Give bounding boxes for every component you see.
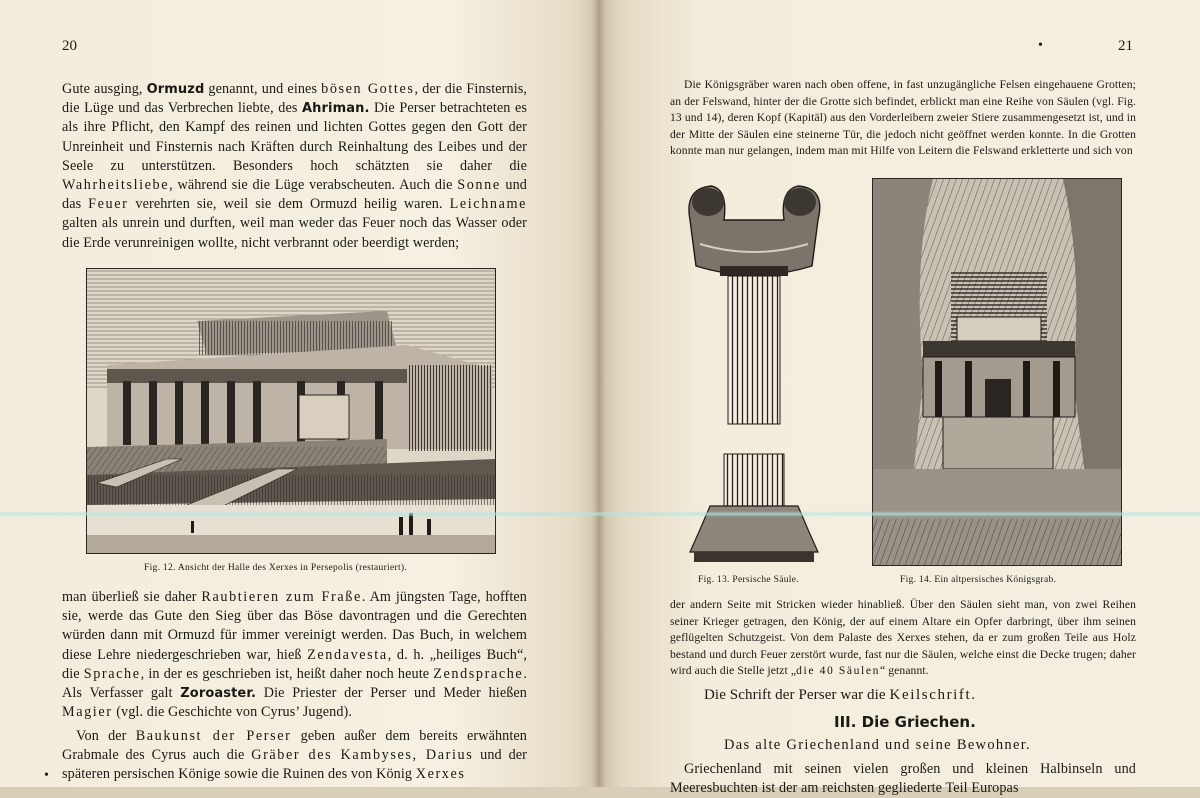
royal-tomb-engraving (873, 179, 1121, 565)
fig14-illustration (872, 178, 1122, 566)
book-gutter (592, 0, 606, 787)
fig14-caption: Fig. 14. Ein altpersisches Königsgrab. (900, 575, 1057, 585)
section-heading: Das alte Griechenland und seine Bewohner. (724, 737, 1031, 753)
scan-artifact-line (0, 511, 1200, 517)
left-page (0, 0, 598, 787)
chapter-heading: III. Die Griechen. (834, 713, 976, 731)
fig13-caption: Fig. 13. Persische Säule. (698, 575, 799, 585)
margin-mark-top: • (1038, 38, 1043, 53)
page-number-left: 20 (62, 38, 77, 54)
margin-mark: • (44, 768, 49, 783)
left-paragraph-1: Gute ausging, Ormuzd genannt, und eines bösen Gottes, der die Finsternis, die Lüge und das Verbrechen liebte, des Ahriman. Die Perser betrachteten es als ihre Pflicht, den Kampf des reinen und lichten Gottes gegen den Gott der Unreinheit und Finsternis nach Kräften durch Reinhaltung des Leibes und der Seele zu unterstützen. Besonders hoch schätzten sie daher die Wahrheitsliebe, während sie die Lüge verabscheuten. Auch die Sonne und das Feuer verehrten sie, weil sie dem Ormuzd heilig waren. Leichname galten als unrein und durften, weil man weder das Feuer noch das Wasser oder die Erde verunreinigen wollte, nicht verbrannt oder beerdigt werden; (62, 81, 528, 251)
right-page (598, 0, 1200, 797)
left-paragraph-3: Von der Baukunst der Perser geben außer dem bereits erwähnten Grabmale des Cyrus auch die Gräber des Kambyses, Darius und der späteren persischen Könige sowie die Ruinen des von König Xerxes (62, 728, 527, 783)
right-paragraph-1: Die Königsgräber waren nach oben offene, in fast unzugängliche Felsen eingehauene Grotten; an der Felswand, hinter der die Grotte sich befindet, erblickt man eine Reihe von Säulen (vgl. Fig. 13 und 14), deren Kopf (Kapitäl) aus den Vorderleibern zweier Stiere zusammengesetzt ist, und in der Mitte der Säulen eine steinerne Tür, die jedoch nicht geöffnet werden konnte. In die Grotten konnte man nur gelangen, indem man mit Hilfe von Leitern die Felswand erkletterte und sich von (670, 78, 1136, 158)
right-paragraph-4: Griechenland mit seinen vielen großen und kleinen Halbinseln und Meeresbuchten ist der am reichsten gegliederte Teil Europas (670, 761, 1136, 797)
left-paragraph-2: man überließ sie daher Raubtieren zum Fraße. Am jüngsten Tage, hofften sie, werde das Gute den Sieg über das Böse davontragen und die Gerechten würden dann mit Ormuzd für immer vereinigt werden. Das Buch, in welchem diese Lehre niedergeschrieben war, hieß Zendavesta, d. h. „heiliges Buch“, die Sprache, in der es geschrieben ist, heißt daher noch heute Zendsprache. Als Verfasser galt Zoroaster. Die Priester der Perser und Meder hießen Magier (vgl. die Geschichte von Cyrus’ Jugend). (62, 589, 528, 721)
fig12-caption: Fig. 12. Ansicht der Halle des Xerxes in Persepolis (restauriert). (144, 563, 408, 573)
right-paragraph-2: der andern Seite mit Stricken wieder hinabließ. Über den Säulen sieht man, von zwei Reihen seiner Krieger getragen, den König, der auf einem Altare ein Opfer darbringt, über ihm seinen geflügelten Schutzgeist. Von dem Palaste des Xerxes stehen, da er zum großen Teile aus Holz bestand und durch Feuer zerstört wurde, fast nur die Säulen, welche einst die Decke trugen; daher wird auch die Stelle jetzt „die 40 Säulen“ genannt. (670, 598, 1136, 678)
right-paragraph-3: Die Schrift der Perser war die Keilschrift. (704, 687, 976, 703)
page-number-right: 21 (1118, 38, 1133, 54)
